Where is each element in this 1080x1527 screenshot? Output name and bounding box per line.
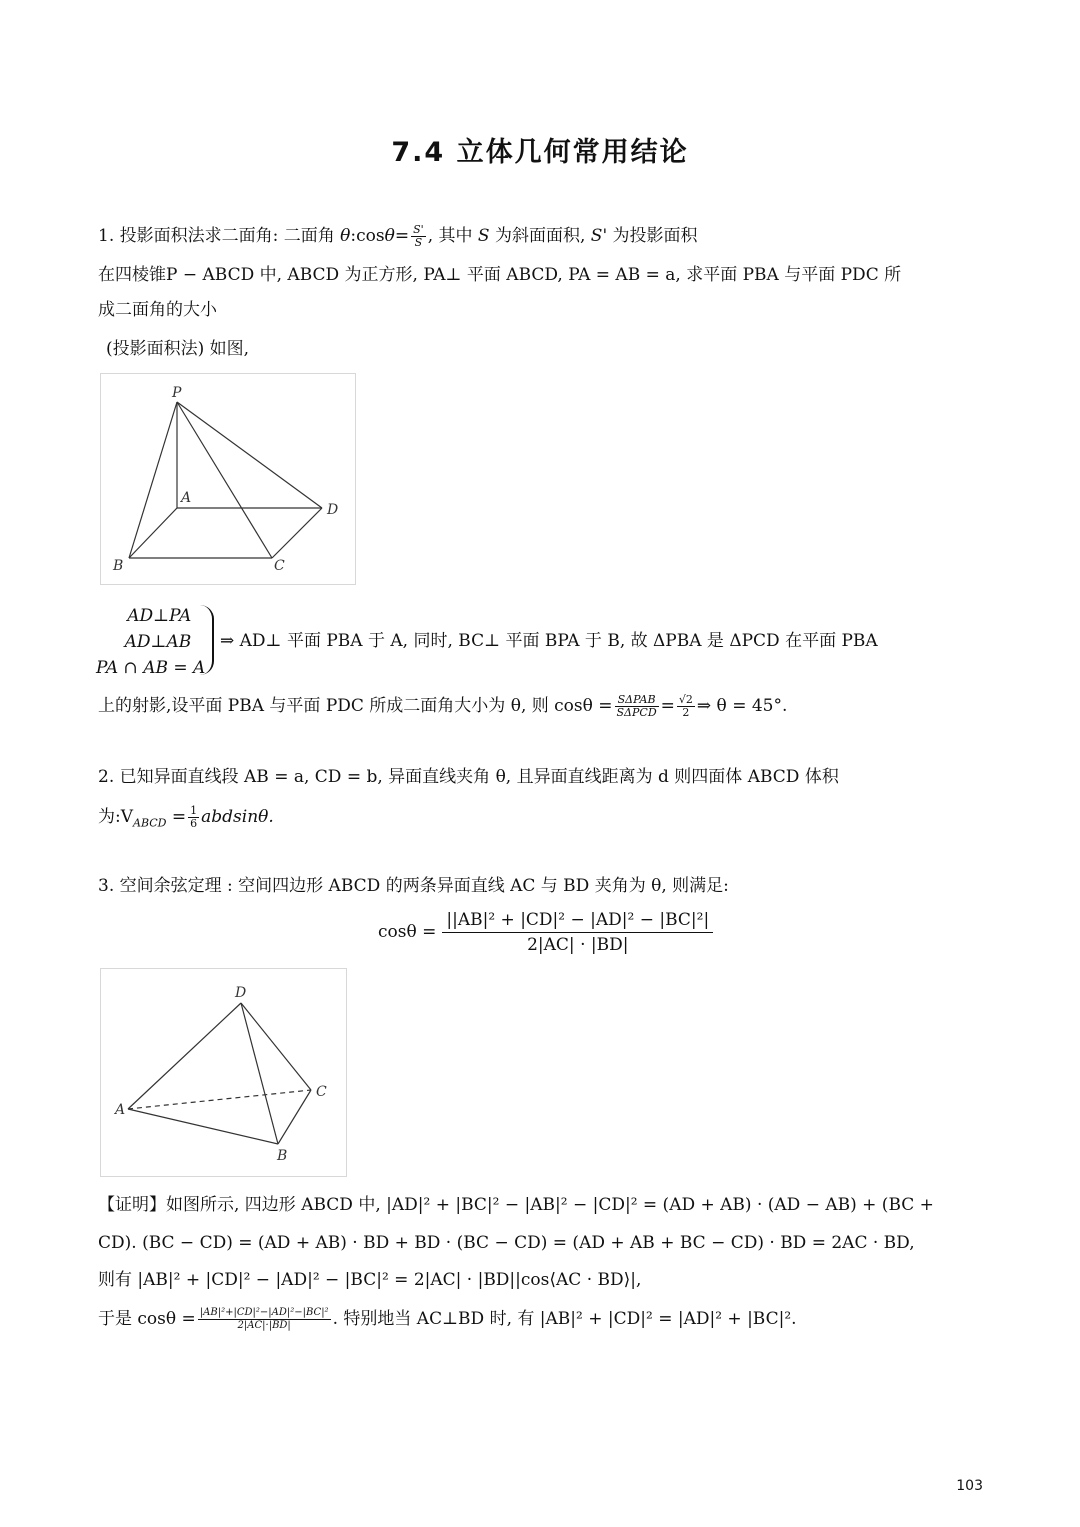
condition-3: PA ∩ AB = A [96,658,206,678]
proof-line2: CD). (BC − CD) = (AD + AB) · BD + BD · (BC − CD) = (AD + AB + BC − CD) · BD = 2AC · BD, [98,1233,915,1253]
fraction-numerator: S' [413,223,424,236]
sqrt-numerator: √2 [678,693,693,706]
sec3-line1: 3. 空间余弦定理 : 空间四边形 ABCD 的两条异面直线 AC 与 BD 夹角为 θ, 则满足: [98,876,729,896]
sec1-line1 [98,224,970,249]
sec1-line5-text: 上的射影,设平面 PBA 与平面 PDC 所成二面角大小为 θ, 则 cosθ = [98,696,613,716]
one-sixth-fraction [188,805,199,830]
area-numerator: SΔPAB [615,694,659,707]
sec2-line1: 2. 已知异面直线段 AB = a, CD = b, 异面直线夹角 θ, 且异面直线距离为 d 则四面体 ABCD 体积 [98,767,839,787]
sec2-line2 [98,805,970,835]
pyramid-diagram [101,374,355,584]
theta-symbol: θ [340,226,351,246]
label-b: B [113,558,124,574]
sec1-eq: = [394,226,410,246]
volume-expression: abdsinθ. [201,807,274,827]
page-number: 103 [956,1478,983,1494]
label-b: B [277,1148,288,1164]
sec1-line2: 在四棱锥P − ABCD 中, ABCD 为正方形, PA⊥ 平面 ABCD, PA = AB = a, 求平面 PBA 与平面 PDC 所 [98,265,902,285]
one-sixth-num: 1 [190,804,198,817]
s-prime-symbol: S' [590,226,608,246]
s-symbol: S [477,226,490,246]
sec1-text-a: 1. 投影面积法求二面角: 二面角 [98,226,341,246]
label-d: D [327,502,339,518]
edge-ab [128,1109,278,1144]
proof4-suffix: . 特别地当 AC⊥BD 时, 有 |AB|² + |CD|² = |AD|² + |BC|². [332,1309,797,1329]
area-denominator: SΔPCD [616,706,657,719]
label-c: C [316,1084,327,1100]
condition-brace-block [96,603,206,681]
edge-da [128,1003,241,1109]
edge-pb [129,402,177,558]
theta-symbol-2: θ [384,226,395,246]
brace-conclusion: ⇒ AD⊥ 平面 PBA 于 A, 同时, BC⊥ 平面 BPA 于 B, 故 ΔPBA 是 ΔPCD 在平面 PBA [220,631,878,651]
sec2-eq: = [166,807,187,827]
label-a: A [115,1102,126,1118]
formula-denominator: 2|AC| · |BD| [527,935,629,955]
one-sixth-den: 6 [190,817,198,830]
sec1-text-j: 为投影面积 [607,226,698,246]
edge-cd [272,508,322,558]
sec1-line4: (投影面积法) 如图, [106,339,250,359]
ratio-fraction [411,224,426,249]
formula-numerator: ||AB|² + |CD|² − |AD|² − |BC|²| [442,910,713,933]
sec1-text-h: 为斜面面积, [489,226,591,246]
edge-pc [177,402,272,558]
sec1-text-c: :cos [350,226,385,246]
edge-dc [241,1003,311,1090]
sec2-prefix: 为:V [98,807,134,827]
edge-ac-hidden [128,1090,311,1109]
proof-line4 [98,1307,970,1332]
page-title: 7.4 立体几何常用结论 [391,137,689,168]
proof-fraction [198,1307,331,1332]
sec1-line5 [98,694,970,719]
volume-subscript: ABCD [133,816,167,830]
condition-2: AD⊥AB [124,632,192,652]
label-c: C [274,558,285,574]
sec1-text-f: , 其中 [427,226,478,246]
pyramid-figure [100,373,356,585]
proof-denominator: 2|AC|·|BD| [237,1320,291,1331]
sec1-line3: 成二面角的大小 [98,300,217,320]
edge-db [241,1003,278,1144]
label-d: D [235,985,247,1001]
proof4-prefix: 于是 cosθ = [98,1309,196,1329]
tetrahedron-figure [100,968,347,1177]
sqrt-denominator: 2 [682,706,690,719]
sec1-line5-eq: = [660,696,675,716]
proof-numerator: |AB|²+|CD|²−|AD|²−|BC|² [199,1307,329,1318]
edge-pd [177,402,322,508]
cosine-formula [378,910,713,955]
proof-line1: 【证明】如图所示, 四边形 ABCD 中, |AD|² + |BC|² − |AB|² − |CD|² = (AD + AB) · (AD − AB) + (BC + [98,1195,934,1215]
label-p: P [172,385,182,401]
formula-fraction [442,910,713,955]
curly-brace [200,605,214,675]
formula-lhs: cosθ = [378,922,437,942]
fraction-denominator: S [414,236,423,249]
edge-bc [278,1090,311,1144]
label-a: A [181,490,192,506]
tetrahedron-diagram [101,969,346,1176]
sqrt-fraction [677,694,695,719]
area-ratio-fraction [615,694,659,719]
sec1-line5-result: ⇒ θ = 45°. [696,696,788,716]
condition-1: AD⊥PA [127,606,192,626]
proof-line3: 则有 |AB|² + |CD|² − |AD|² − |BC|² = 2|AC| · |BD||cos⟨AC · BD⟩|, [98,1270,642,1290]
